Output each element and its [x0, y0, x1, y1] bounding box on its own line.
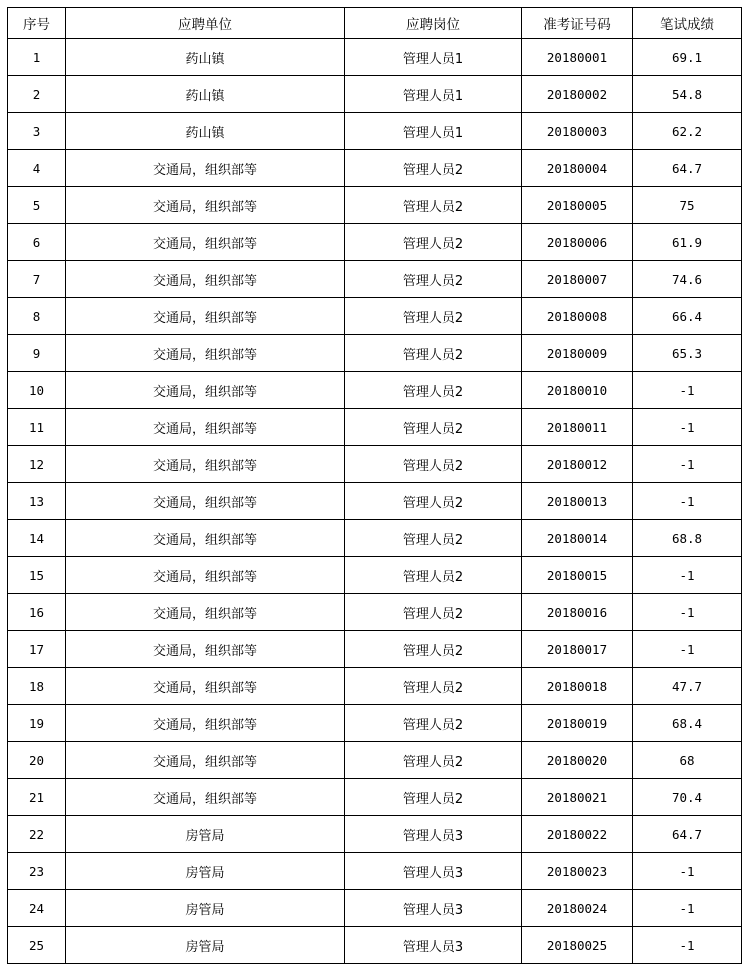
table-row: [8, 779, 742, 816]
cell-score: 65.3: [633, 335, 742, 372]
header-unit: 应聘单位: [66, 8, 345, 39]
cell-score: 75: [633, 187, 742, 224]
cell-post: 管理人员3: [345, 853, 522, 890]
cell-unit: 交通局，组织部等: [66, 187, 345, 224]
table-row: [8, 705, 742, 742]
table-row: [8, 298, 742, 335]
table-row: [8, 446, 742, 483]
cell-seq: 13: [8, 483, 66, 520]
cell-unit: 交通局，组织部等: [66, 779, 345, 816]
cell-unit: 交通局，组织部等: [66, 298, 345, 335]
cell-unit: 交通局，组织部等: [66, 483, 345, 520]
cell-seq: 16: [8, 594, 66, 631]
cell-score: 47.7: [633, 668, 742, 705]
cell-post: 管理人员1: [345, 76, 522, 113]
table-header: [8, 8, 742, 39]
cell-score: -1: [633, 927, 742, 964]
cell-seq: 14: [8, 520, 66, 557]
cell-unit: 药山镇: [66, 76, 345, 113]
cell-unit: 房管局: [66, 816, 345, 853]
cell-seq: 22: [8, 816, 66, 853]
table-row: [8, 224, 742, 261]
cell-unit: 交通局，组织部等: [66, 631, 345, 668]
cell-unit: 交通局，组织部等: [66, 705, 345, 742]
cell-seq: 3: [8, 113, 66, 150]
cell-unit: 房管局: [66, 927, 345, 964]
cell-unit: 交通局，组织部等: [66, 742, 345, 779]
cell-seq: 25: [8, 927, 66, 964]
cell-seq: 4: [8, 150, 66, 187]
cell-post: 管理人员3: [345, 927, 522, 964]
cell-score: 61.9: [633, 224, 742, 261]
cell-ticket: 20180018: [522, 668, 633, 705]
cell-score: -1: [633, 372, 742, 409]
cell-seq: 5: [8, 187, 66, 224]
cell-post: 管理人员2: [345, 446, 522, 483]
cell-score: -1: [633, 594, 742, 631]
cell-unit: 交通局，组织部等: [66, 520, 345, 557]
score-table: [7, 7, 742, 964]
cell-seq: 1: [8, 39, 66, 76]
cell-unit: 交通局，组织部等: [66, 224, 345, 261]
cell-unit: 交通局，组织部等: [66, 150, 345, 187]
cell-ticket: 20180025: [522, 927, 633, 964]
cell-seq: 10: [8, 372, 66, 409]
table-row: [8, 594, 742, 631]
cell-unit: 交通局，组织部等: [66, 446, 345, 483]
cell-ticket: 20180015: [522, 557, 633, 594]
cell-ticket: 20180012: [522, 446, 633, 483]
cell-unit: 交通局，组织部等: [66, 668, 345, 705]
table-row: [8, 335, 742, 372]
table-row: [8, 483, 742, 520]
cell-score: 68.8: [633, 520, 742, 557]
cell-score: 68.4: [633, 705, 742, 742]
cell-ticket: 20180007: [522, 261, 633, 298]
cell-seq: 12: [8, 446, 66, 483]
cell-post: 管理人员2: [345, 298, 522, 335]
cell-seq: 20: [8, 742, 66, 779]
cell-unit: 交通局，组织部等: [66, 409, 345, 446]
cell-ticket: 20180005: [522, 187, 633, 224]
cell-post: 管理人员2: [345, 335, 522, 372]
cell-unit: 药山镇: [66, 113, 345, 150]
header-ticket: 准考证号码: [522, 8, 633, 39]
cell-ticket: 20180013: [522, 483, 633, 520]
cell-ticket: 20180021: [522, 779, 633, 816]
cell-score: -1: [633, 409, 742, 446]
cell-post: 管理人员2: [345, 372, 522, 409]
cell-score: 62.2: [633, 113, 742, 150]
score-table-container: [7, 7, 742, 964]
cell-score: 54.8: [633, 76, 742, 113]
cell-ticket: 20180020: [522, 742, 633, 779]
cell-score: 74.6: [633, 261, 742, 298]
table-row: [8, 150, 742, 187]
cell-seq: 8: [8, 298, 66, 335]
cell-score: -1: [633, 890, 742, 927]
cell-seq: 9: [8, 335, 66, 372]
cell-score: -1: [633, 483, 742, 520]
cell-seq: 17: [8, 631, 66, 668]
cell-score: -1: [633, 853, 742, 890]
table-row: [8, 261, 742, 298]
table-body: [8, 39, 742, 964]
cell-unit: 交通局，组织部等: [66, 594, 345, 631]
cell-seq: 6: [8, 224, 66, 261]
cell-seq: 18: [8, 668, 66, 705]
cell-post: 管理人员3: [345, 816, 522, 853]
cell-seq: 2: [8, 76, 66, 113]
cell-seq: 21: [8, 779, 66, 816]
table-row: [8, 557, 742, 594]
cell-post: 管理人员1: [345, 39, 522, 76]
table-row: [8, 520, 742, 557]
cell-post: 管理人员2: [345, 742, 522, 779]
cell-ticket: 20180024: [522, 890, 633, 927]
cell-score: -1: [633, 631, 742, 668]
cell-post: 管理人员2: [345, 557, 522, 594]
cell-ticket: 20180019: [522, 705, 633, 742]
cell-post: 管理人员2: [345, 631, 522, 668]
cell-ticket: 20180022: [522, 816, 633, 853]
cell-ticket: 20180014: [522, 520, 633, 557]
cell-ticket: 20180004: [522, 150, 633, 187]
table-row: [8, 668, 742, 705]
cell-seq: 24: [8, 890, 66, 927]
table-row: [8, 76, 742, 113]
cell-unit: 房管局: [66, 890, 345, 927]
cell-seq: 11: [8, 409, 66, 446]
cell-unit: 交通局，组织部等: [66, 372, 345, 409]
cell-ticket: 20180016: [522, 594, 633, 631]
cell-ticket: 20180017: [522, 631, 633, 668]
cell-seq: 15: [8, 557, 66, 594]
cell-seq: 23: [8, 853, 66, 890]
header-post: 应聘岗位: [345, 8, 522, 39]
cell-seq: 19: [8, 705, 66, 742]
cell-post: 管理人员3: [345, 890, 522, 927]
table-row: [8, 927, 742, 964]
cell-post: 管理人员2: [345, 483, 522, 520]
cell-ticket: 20180009: [522, 335, 633, 372]
cell-post: 管理人员1: [345, 113, 522, 150]
cell-score: 64.7: [633, 816, 742, 853]
cell-unit: 交通局，组织部等: [66, 335, 345, 372]
cell-ticket: 20180006: [522, 224, 633, 261]
cell-post: 管理人员2: [345, 409, 522, 446]
header-score: 笔试成绩: [633, 8, 742, 39]
table-row: [8, 372, 742, 409]
cell-score: 64.7: [633, 150, 742, 187]
table-row: [8, 742, 742, 779]
cell-post: 管理人员2: [345, 261, 522, 298]
cell-ticket: 20180001: [522, 39, 633, 76]
cell-post: 管理人员2: [345, 705, 522, 742]
table-row: [8, 39, 742, 76]
cell-post: 管理人员2: [345, 668, 522, 705]
cell-ticket: 20180008: [522, 298, 633, 335]
cell-post: 管理人员2: [345, 224, 522, 261]
cell-post: 管理人员2: [345, 520, 522, 557]
cell-ticket: 20180003: [522, 113, 633, 150]
cell-ticket: 20180010: [522, 372, 633, 409]
cell-unit: 药山镇: [66, 39, 345, 76]
cell-score: 69.1: [633, 39, 742, 76]
header-seq: 序号: [8, 8, 66, 39]
cell-score: 70.4: [633, 779, 742, 816]
cell-unit: 交通局，组织部等: [66, 261, 345, 298]
table-row: [8, 409, 742, 446]
cell-ticket: 20180011: [522, 409, 633, 446]
cell-score: -1: [633, 446, 742, 483]
table-row: [8, 890, 742, 927]
cell-unit: 交通局，组织部等: [66, 557, 345, 594]
cell-post: 管理人员2: [345, 779, 522, 816]
table-row: [8, 853, 742, 890]
cell-unit: 房管局: [66, 853, 345, 890]
header-row: [8, 8, 742, 39]
cell-post: 管理人员2: [345, 150, 522, 187]
cell-seq: 7: [8, 261, 66, 298]
table-row: [8, 113, 742, 150]
table-row: [8, 631, 742, 668]
cell-ticket: 20180023: [522, 853, 633, 890]
cell-score: 68: [633, 742, 742, 779]
cell-post: 管理人员2: [345, 187, 522, 224]
table-row: [8, 816, 742, 853]
table-row: [8, 187, 742, 224]
cell-score: -1: [633, 557, 742, 594]
cell-ticket: 20180002: [522, 76, 633, 113]
cell-post: 管理人员2: [345, 594, 522, 631]
cell-score: 66.4: [633, 298, 742, 335]
